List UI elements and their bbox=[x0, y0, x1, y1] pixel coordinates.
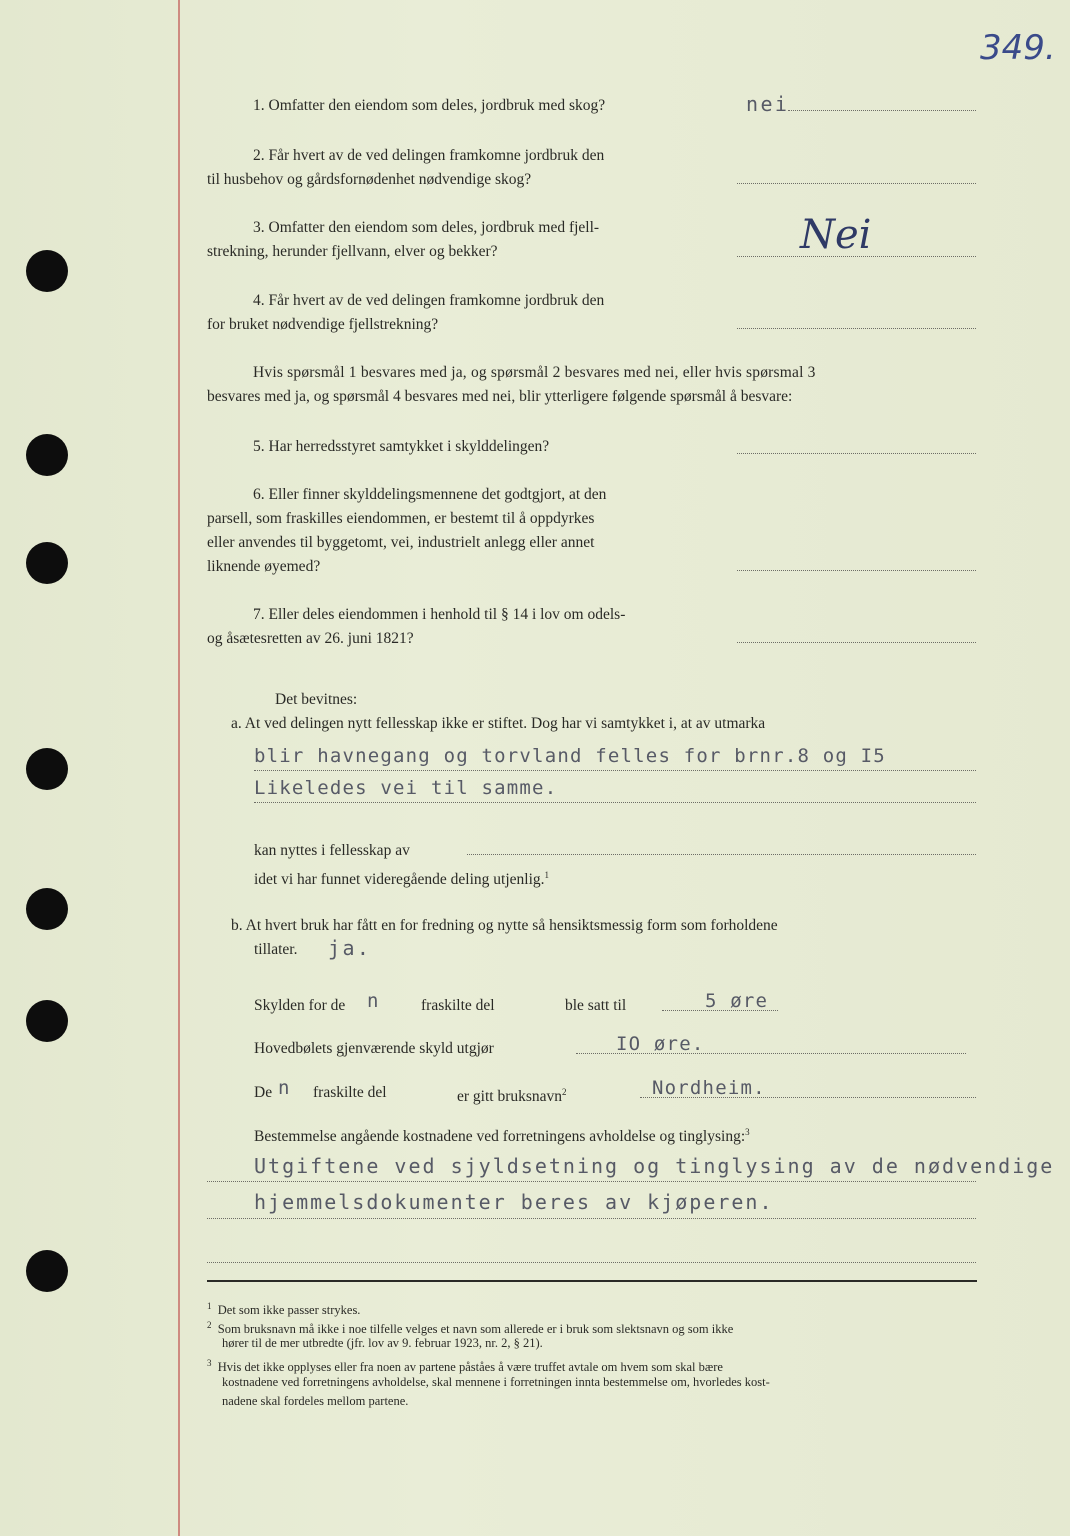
hoved-label: Hovedbølets gjenværende skyld utgjør bbox=[254, 1040, 494, 1057]
footnote-3-line-1: $^3$ Hvis det ikke opplyses eller fra noen av partene påståes å være truffet avtale om hvem som skal bære bbox=[207, 1358, 723, 1375]
shared-line bbox=[467, 854, 976, 855]
question-1: 1. Omfatter den eiendom som deles, jordbruk med skog? bbox=[253, 97, 606, 114]
bruks-value: Nordheim. bbox=[652, 1077, 766, 1099]
shared-line-2: idet vi har funnet videregående deling utjenlig.$^1$ bbox=[254, 870, 550, 889]
binder-hole bbox=[26, 1250, 68, 1292]
attest-a-line: a. At ved delingen nytt fellesskap ikke er stiftet. Dog har vi samtykket i, at av utmarka bbox=[231, 715, 766, 732]
binder-hole bbox=[26, 434, 68, 476]
binder-hole bbox=[26, 888, 68, 930]
answer-line-3 bbox=[737, 256, 976, 257]
kost-typed-1: Utgiftene ved sjyldsetning og tinglysing av de nødvendige bbox=[254, 1154, 1055, 1178]
question-5: 5. Har herredsstyret samtykket i skylddelingen? bbox=[253, 438, 550, 455]
question-6-line-4: liknende øyemed? bbox=[207, 558, 321, 575]
binder-hole bbox=[26, 250, 68, 292]
kost-label: Bestemmelse angående kostnadene ved forretningens avholdelse og tinglysing:$^3$ bbox=[254, 1127, 750, 1146]
intro-line-1: Hvis spørsmål 1 besvares med ja, og spørsmål 2 besvares med nei, eller hvis spørsmal 3 bbox=[253, 364, 816, 381]
answer-line-5 bbox=[737, 453, 976, 454]
footnote-2-line-1: $^2$ Som bruksnavn må ikke i noe tilfelle velges et navn som allerede er i bruk som slektsnavn og som ikke bbox=[207, 1320, 734, 1337]
question-4-line-1: 4. Får hvert av de ved delingen framkomne jordbruk den bbox=[253, 292, 605, 309]
skyld-prefix: Skylden for de bbox=[254, 997, 346, 1014]
bruks-n: n bbox=[278, 1077, 291, 1099]
answer-line-4 bbox=[737, 328, 976, 329]
footnote-2-line-2: hører til de mer utbredte (jfr. lov av 9. februar 1923, nr. 2, § 21). bbox=[222, 1336, 543, 1350]
page-number: 349. bbox=[980, 28, 1056, 68]
kost-line-3 bbox=[207, 1262, 976, 1263]
margin-line bbox=[178, 0, 180, 1536]
binder-hole bbox=[26, 748, 68, 790]
answer-3-handwritten: Nei bbox=[800, 212, 872, 258]
question-2-line-2: til husbehov og gårdsfornødenhet nødvendige skog? bbox=[207, 171, 532, 188]
question-6-line-2: parsell, som fraskilles eiendommen, er bestemt til å oppdyrkes bbox=[207, 510, 595, 527]
answer-1: nei bbox=[746, 92, 790, 116]
question-6-line-1: 6. Eller finner skylddelingsmennene det godtgjort, at den bbox=[253, 486, 607, 503]
kost-line-2 bbox=[207, 1218, 976, 1219]
question-7-line-2: og åsætesretten av 26. juni 1821? bbox=[207, 630, 414, 647]
attest-line-1 bbox=[254, 770, 976, 771]
skyld-mid: fraskilte del bbox=[421, 997, 495, 1014]
attest-heading: Det bevitnes: bbox=[275, 691, 358, 708]
question-6-line-3: eller anvendes til byggetomt, vei, industrielt anlegg eller annet bbox=[207, 534, 595, 551]
question-2-line-1: 2. Får hvert av de ved delingen framkomne jordbruk den bbox=[253, 147, 605, 164]
question-3-line-1: 3. Omfatter den eiendom som deles, jordbruk med fjell- bbox=[253, 219, 600, 236]
question-7-line-1: 7. Eller deles eiendommen i henhold til § 14 i lov om odels- bbox=[253, 606, 626, 623]
answer-line-7 bbox=[737, 642, 976, 643]
footnote-3-line-3: nadene skal fordeles mellom partene. bbox=[222, 1394, 409, 1408]
footnote-3-line-2: kostnadene ved forretningens avholdelse, skal mennene i forretningen innta bestemmelse om, hvorledes kost- bbox=[222, 1375, 770, 1389]
question-4-line-2: for bruket nødvendige fjellstrekning? bbox=[207, 316, 439, 333]
footnote-1: $^1$ Det som ikke passer strykes. bbox=[207, 1301, 361, 1318]
hoved-value: IO øre. bbox=[616, 1033, 705, 1055]
binder-hole bbox=[26, 542, 68, 584]
answer-line-2 bbox=[737, 183, 976, 184]
skyld-n: n bbox=[367, 990, 380, 1012]
bruks-suffix: er gitt bruksnavn$^2$ bbox=[457, 1087, 567, 1106]
shared-label: kan nyttes i fellesskap av bbox=[254, 842, 410, 859]
skyld-suffix: ble satt til bbox=[565, 997, 627, 1014]
intro-line-2: besvares med ja, og spørsmål 4 besvares med nei, blir ytterligere følgende spørsmål å besvare: bbox=[207, 388, 793, 405]
attest-a-typed-1: blir havnegang og torvland felles for brnr.8 og I5 bbox=[254, 745, 886, 767]
attest-b-line-1: b. At hvert bruk har fått en for fredning og nytte så hensiktsmessig form som forholdene bbox=[231, 917, 778, 934]
attest-a-typed-2: Likeledes vei til samme. bbox=[254, 777, 558, 799]
kost-typed-2: hjemmelsdokumenter beres av kjøperen. bbox=[254, 1190, 774, 1214]
attest-b-line-2: tillater. bbox=[254, 941, 298, 958]
attest-b-answer: ja. bbox=[328, 936, 372, 960]
skyld-value: 5 øre bbox=[705, 990, 769, 1012]
attest-line-2 bbox=[254, 802, 976, 803]
footnote-rule bbox=[207, 1280, 977, 1282]
answer-line-6 bbox=[737, 570, 976, 571]
binder-hole bbox=[26, 1000, 68, 1042]
bruks-prefix: De bbox=[254, 1084, 273, 1101]
answer-line-1 bbox=[788, 110, 976, 111]
question-3-line-2: strekning, herunder fjellvann, elver og bekker? bbox=[207, 243, 498, 260]
bruks-mid: fraskilte del bbox=[313, 1084, 387, 1101]
kost-line-1 bbox=[207, 1181, 976, 1182]
